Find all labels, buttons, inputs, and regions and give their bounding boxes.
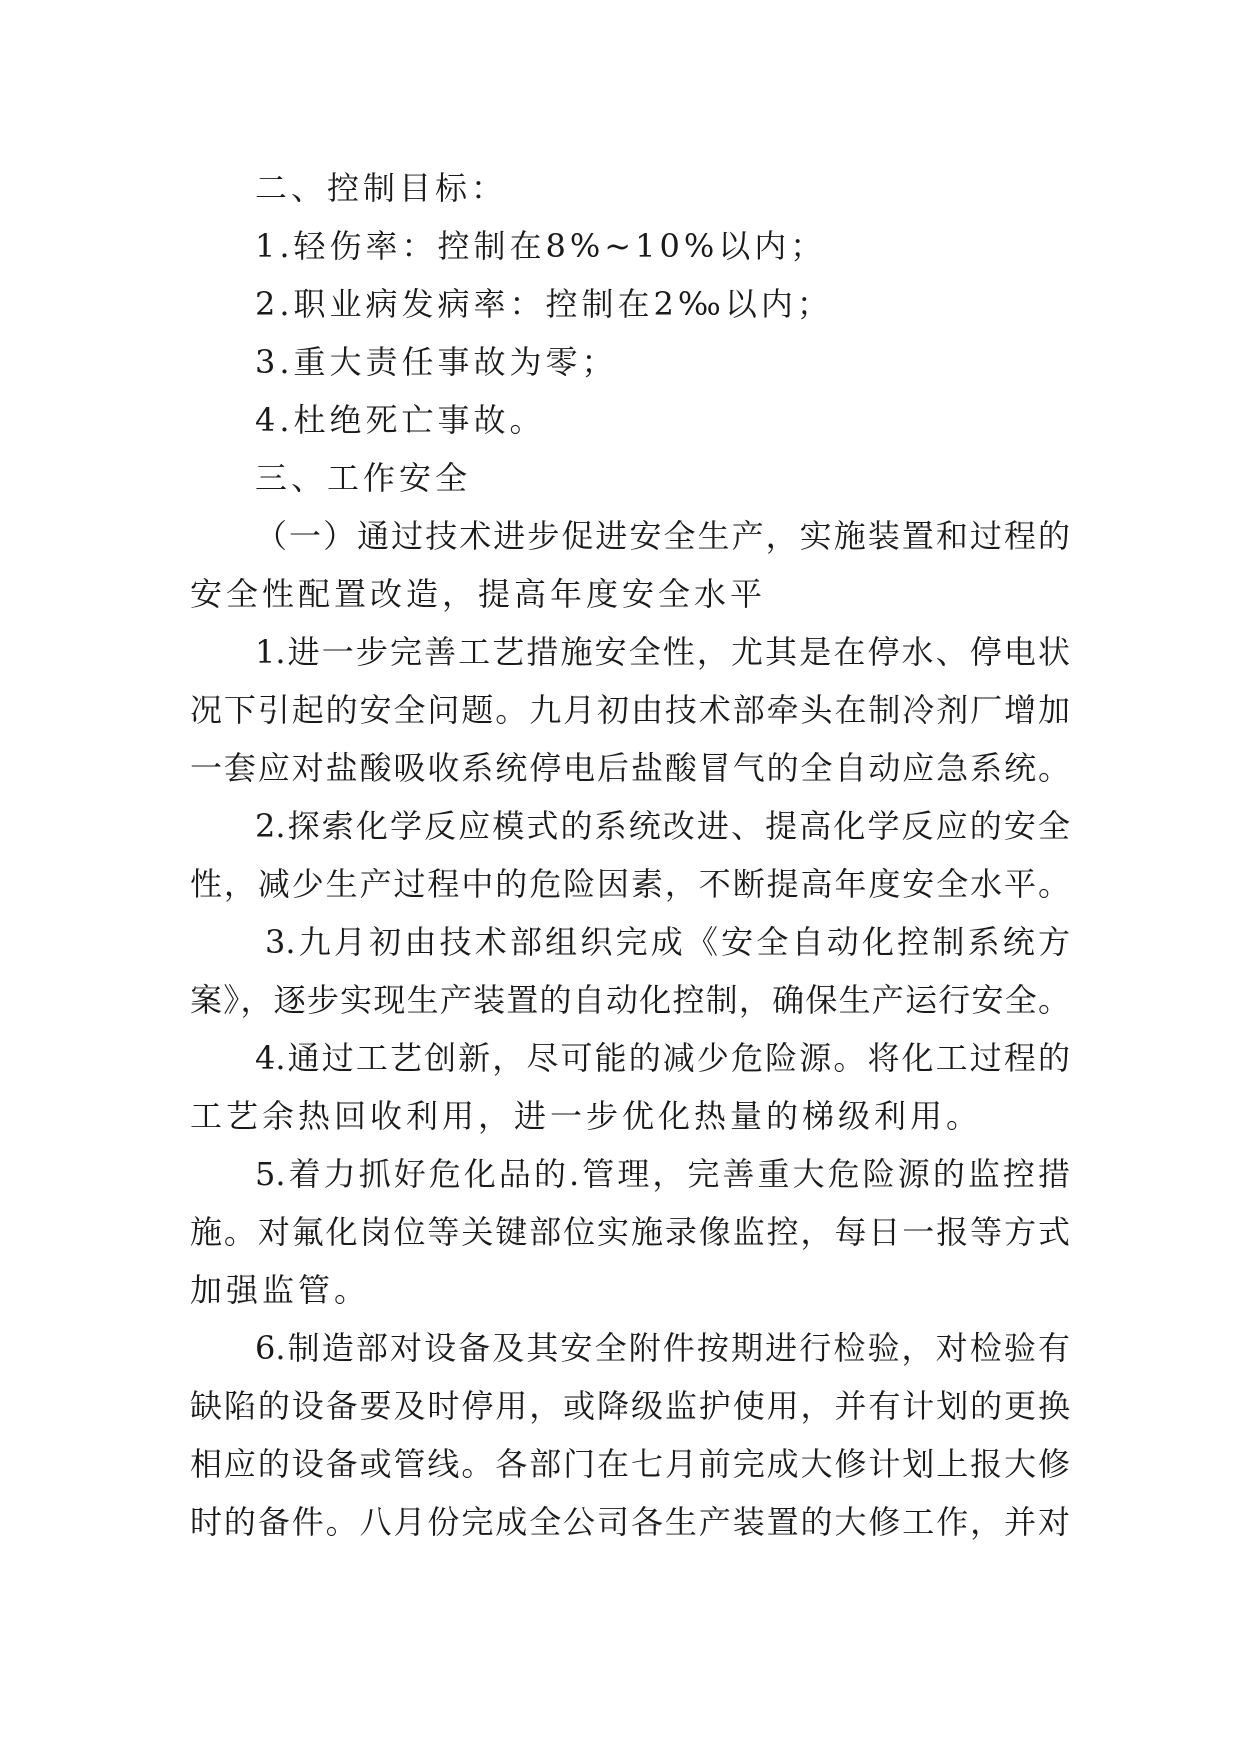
paragraph-3-line-2: 案》，逐步实现生产装置的自动化控制，确保生产运行安全。 — [190, 981, 1070, 1019]
target-item-1: 1.轻伤率：控制在8%~10%以内； — [255, 227, 827, 265]
paragraph-1-line-3: 一套应对盐酸吸收系统停电后盐酸冒气的全自动应急系统。 — [190, 749, 1070, 787]
paragraph-2-line-2: 性，减少生产过程中的危险因素，不断提高年度安全水平。 — [190, 865, 1070, 903]
target-item-4: 4.杜绝死亡事故。 — [255, 401, 546, 439]
paragraph-6-line-4: 时的备件。八月份完成全公司各生产装置的大修工作，并对 — [190, 1503, 1070, 1541]
paragraph-4-line-2: 工艺余热回收利用，进一步优化热量的梯级利用。 — [190, 1097, 983, 1135]
paragraph-6-line-3: 相应的设备或管线。各部门在七月前完成大修计划上报大修 — [190, 1445, 1070, 1483]
target-item-3: 3.重大责任事故为零； — [255, 343, 618, 381]
subsection-heading-line-2: 安全性配置改造，提高年度安全水平 — [190, 575, 767, 613]
paragraph-6-line-1: 6.制造部对设备及其安全附件按期进行检验，对检验有 — [255, 1329, 1070, 1367]
paragraph-6-line-2: 缺陷的设备要及时停用，或降级监护使用，并有计划的更换 — [190, 1387, 1070, 1425]
paragraph-5-line-2: 施。对氟化岗位等关键部位实施录像监控，每日一报等方式 — [190, 1213, 1070, 1251]
section-heading-work-safety: 三、工作安全 — [255, 459, 472, 497]
paragraph-5-line-3: 加强监管。 — [190, 1271, 371, 1309]
target-item-2: 2.职业病发病率：控制在2‰以内； — [255, 285, 833, 323]
paragraph-1-line-1: 1.进一步完善工艺措施安全性，尤其是在停水、停电状 — [255, 633, 1070, 671]
paragraph-1-line-2: 况下引起的安全问题。九月初由技术部牵头在制冷剂厂增加 — [190, 691, 1070, 729]
paragraph-3-line-1: 3.九月初由技术部组织完成《安全自动化控制系统方 — [265, 923, 1070, 961]
section-heading-control-targets: 二、控制目标： — [255, 169, 508, 207]
paragraph-4-line-1: 4.通过工艺创新，尽可能的减少危险源。将化工过程的 — [255, 1039, 1070, 1077]
subsection-heading-line-1: （一）通过技术进步促进安全生产，实施装置和过程的 — [255, 517, 1070, 555]
paragraph-2-line-1: 2.探索化学反应模式的系统改进、提高化学反应的安全 — [255, 807, 1070, 845]
paragraph-5-line-1: 5.着力抓好危化品的.管理，完善重大危险源的监控措 — [255, 1155, 1070, 1193]
